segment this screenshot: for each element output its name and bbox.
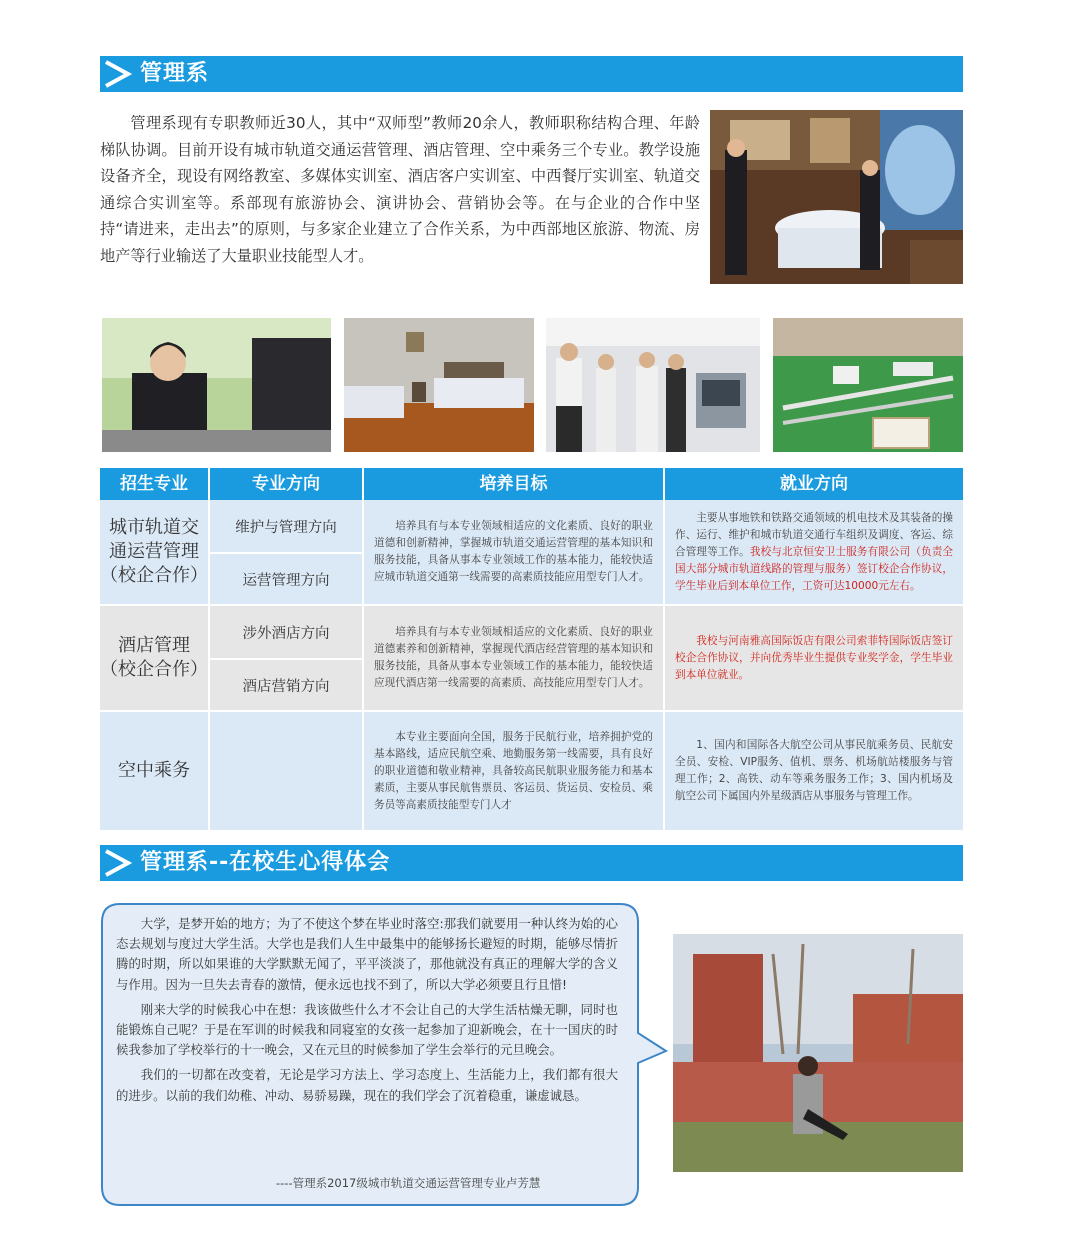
career-text: 主要从事地铁和铁路交通领域的机电技术及其装备的操作、运行、维护和城市轨道交通行车组织及调度、客运、综合管理等工作。我校与北京恒安卫士服务有限公司（负责全国大部分城市轨道线路的管理与服务）签订校企合作协议，学生毕业后到本单位工作，工资可达10000元左右。 bbox=[675, 511, 953, 592]
intro-paragraph: 管理系现有专职教师近30人，其中“双师型”教师20余人，教师职称结构合理、年龄梯队协调。目前开设有城市轨道交通运营管理、酒店管理、空中乘务三个专业。教学设施设备齐全，现设有网络教室、多媒体实训室、酒店客户实训室、中西餐厅实训室、轨道交通综合实训室等。系部现有旅游协会、演讲协会、营销协会等。在与企业的合作中坚持“请进来，走出去”的原则，与多家企业建立了合作关系，为中西部地区旅游、物流、房地产等行业输送了大量职业技能型人才。 bbox=[100, 114, 700, 265]
security-check-photo bbox=[546, 318, 760, 452]
direction-label: 涉外酒店方向 bbox=[242, 625, 330, 642]
testimonial-signature: ----管理系2017级城市轨道交通运营管理专业卢芳慧 bbox=[276, 1176, 541, 1190]
career-text: 1、国内和国际各大航空公司从事民航乘务员、民航安全员、安检、VIP服务、值机、票务、机场航站楼服务与管理工作；2、高铁、动车等乘务服务工作；3、国内机场及航空公司下属国内外星级酒店从事服务与管理工作。 bbox=[675, 739, 953, 802]
direction-label bbox=[210, 712, 362, 830]
goal-text: 培养具有与本专业领域相适应的文化素质、良好的职业道德素养和创新精神，掌握现代酒店经营管理的基本知识和服务技能，具备从事本专业领域工作的基本能力，能较快适应现代酒店第一线需要的高素质、高技能应用型专门人才。 bbox=[374, 626, 653, 689]
section-header-testimonial bbox=[100, 845, 963, 881]
section-title: 管理系 bbox=[140, 61, 210, 86]
section-header-management bbox=[100, 56, 963, 92]
testimonial-paragraph: 我们的一切都在改变着，无论是学习方法上、学习态度上、生活能力上，我们都有很大的进步。以前的我们幼稚、冲动、易骄易躁，现在的我们学会了沉着稳重，谦虚诚恳。 bbox=[116, 1067, 618, 1103]
table-header-career: 就业方向 bbox=[665, 468, 963, 500]
table-header-major: 招生专业 bbox=[100, 468, 208, 500]
table-header-direction: 专业方向 bbox=[210, 468, 362, 500]
rail-model-photo bbox=[773, 318, 963, 452]
reception-photo bbox=[102, 318, 331, 452]
section-title: 管理系--在校生心得体会 bbox=[140, 850, 391, 875]
goal-text: 培养具有与本专业领域相适应的文化素质、良好的职业道德和创新精神，掌握城市轨道交通运营管理的基本知识和服务技能，具备从事本专业领域工作的基本能力，能较快适应城市轨道交通第一线需要的高素质技能应用型专门人才。 bbox=[374, 520, 653, 583]
direction-label: 酒店营销方向 bbox=[242, 678, 330, 695]
hotel-room-photo bbox=[344, 318, 534, 452]
testimonial-text bbox=[116, 914, 618, 1111]
chevron-right-icon bbox=[102, 59, 138, 89]
table-header-goal: 培养目标 bbox=[364, 468, 663, 500]
dining-training-photo bbox=[710, 110, 963, 284]
major-name-rail: 城市轨道交 通运营管理 （校企合作） bbox=[100, 517, 208, 586]
major-table bbox=[100, 468, 963, 830]
major-name-hotel: 酒店管理 （校企合作） bbox=[100, 635, 208, 680]
testimonial-paragraph: 大学，是梦开始的地方；为了不使这个梦在毕业时落空:那我们就要用一种认终为始的心态去规划与度过大学生活。大学也是我们人生中最集中的能够扬长避短的时期，能够尽情折腾的时期，所以如果谁的大学默默无闻了，平平淡淡了，那他就没有真正的理解大学的含义与作用。因为一旦失去青春的激情，便永远也找不到了，所以大学必须要且行且惜! bbox=[116, 916, 618, 992]
chevron-right-icon bbox=[102, 848, 138, 878]
career-text: 我校与河南雅高国际饭店有限公司索菲特国际饭店签订校企合作协议，并向优秀毕业生提供专业奖学金，学生毕业到本单位就业。 bbox=[675, 634, 953, 681]
goal-text: 本专业主要面向全国，服务于民航行业，培养拥护党的基本路线，适应民航空乘、地勤服务第一线需要，具有良好的职业道德和敬业精神，具备较高民航职业服务能力和基本素质，主要从事民航售票员、客运员、货运员、安检员、乘务员等高素质技能型专门人才 bbox=[374, 730, 653, 811]
student-photo bbox=[673, 934, 963, 1172]
direction-label: 运营管理方向 bbox=[242, 572, 330, 589]
major-name-flight: 空中乘务 bbox=[118, 760, 190, 781]
testimonial-paragraph: 刚来大学的时候我心中在想：我该做些什么才不会让自己的大学生活枯燥无聊，同时也能锻炼自己呢？于是在军训的时候我和同寝室的女孩一起参加了迎新晚会，在十一国庆的时候我参加了学校举行的十一晚会，又在元旦的时候参加了学生会举行的元旦晚会。 bbox=[116, 1001, 618, 1058]
direction-label: 维护与管理方向 bbox=[235, 519, 337, 536]
